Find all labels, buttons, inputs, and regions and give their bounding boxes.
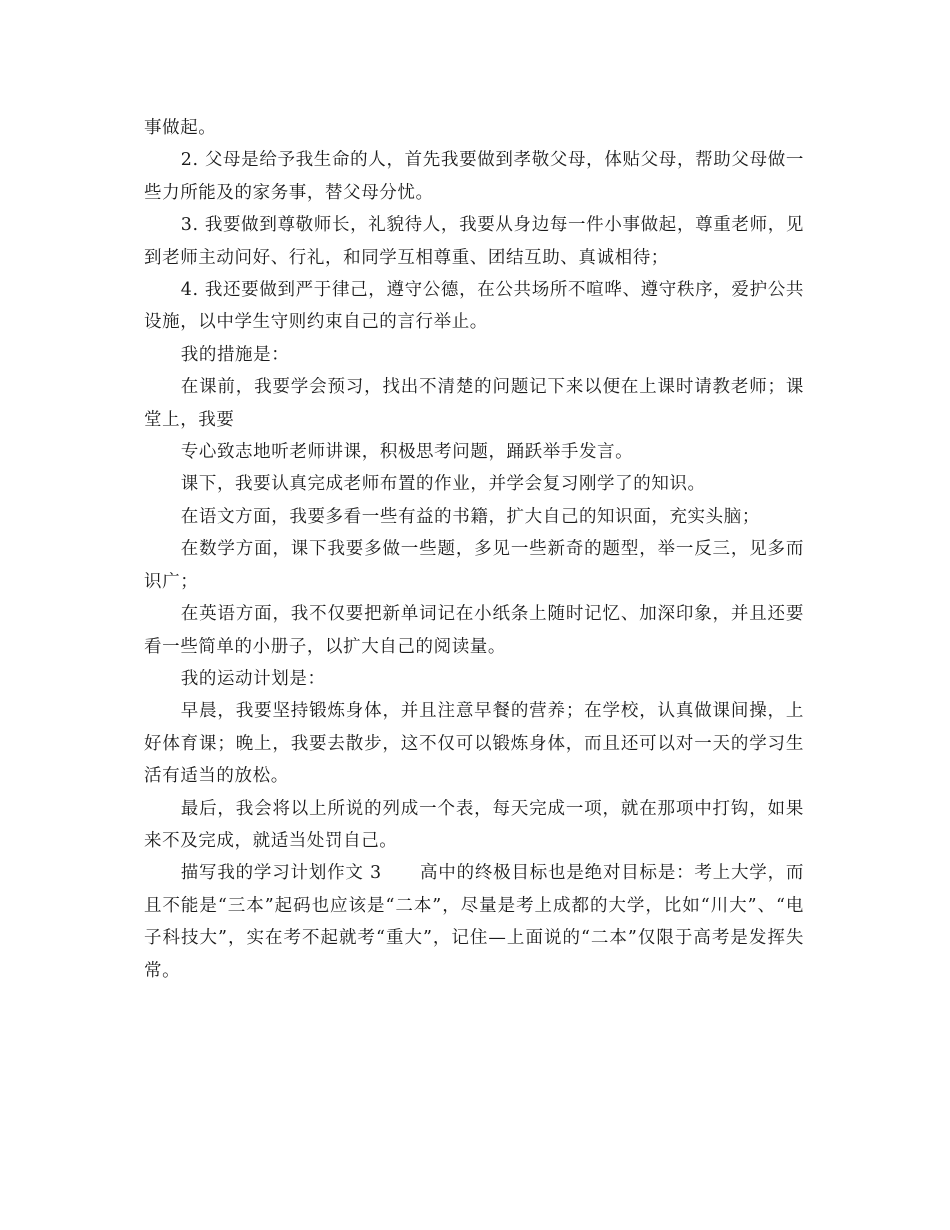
paragraph-before-class: 在课前，我要学会预习，找出不清楚的问题记下来以便在上课时请教老师；课堂上，我要 [144,377,804,430]
paragraph-item-3: 3. 我要做到尊敬师长，礼貌待人，我要从身边每一件小事做起，尊重老师，见到老师主动问好、行礼，和同学互相尊重、团结互助、真诚相待； [144,215,804,268]
paragraph-exercise-plan: 早晨，我要坚持锻炼身体，并且注意早餐的营养；在学校，认真做课间操，上好体育课；晚上，我要去散步，这不仅可以锻炼身体，而且还可以对一天的学习生活有适当的放松。 [144,701,804,787]
paragraph-in-class: 专心致志地听老师讲课，积极思考问题，踊跃举手发言。 [180,442,634,463]
paragraph-chinese: 在语文方面，我要多看一些有益的书籍，扩大自己的知识面，充实头脑； [180,506,760,527]
paragraph-conclusion: 最后，我会将以上所说的列成一个表，每天完成一项，就在那项中打钩，如果来不及完成，就适当处罚自己。 [144,798,804,851]
paragraph-continuation: 事做起。 [144,118,217,138]
paragraph-item-4: 4. 我还要做到严于律己，遵守公德，在公共场所不喧哗、遵守秩序，爱护公共设施，以中学生守则约束自己的言行举止。 [144,280,804,333]
paragraph-math: 在数学方面，课下我要多做一些题，多见一些新奇的题型，举一反三，见多而识广； [144,539,804,592]
paragraph-essay-3 [144,857,804,987]
paragraph-measures-heading: 我的措施是： [180,344,290,365]
paragraph-after-class: 课下，我要认真完成老师布置的作业，并学会复习刚学了的知识。 [180,474,706,495]
paragraph-item-2: 2. 父母是给予我生命的人，首先我要做到孝敬父母，体贴父母，帮助父母做一些力所能及的家务事，替父母分忧。 [144,150,804,203]
document-body [144,112,804,987]
essay-3-body: 高中的终极目标也是绝对目标是：考上大学，而且不能是“三本”起码也应该是“二本”，尽量是考上成都的大学，比如“川大”、“电子科技大”，实在考不起就考“重大”，记住—上面说的“二本”仅限于高考是发挥失常。 [144,863,804,981]
essay-3-heading: 描写我的学习计划作文 3 [180,863,382,884]
paragraph-exercise-heading: 我的运动计划是： [180,668,326,689]
paragraph-english: 在英语方面，我不仅要把新单词记在小纸条上随时记忆、加深印象，并且还要看一些简单的小册子，以扩大自己的阅读量。 [144,604,804,657]
